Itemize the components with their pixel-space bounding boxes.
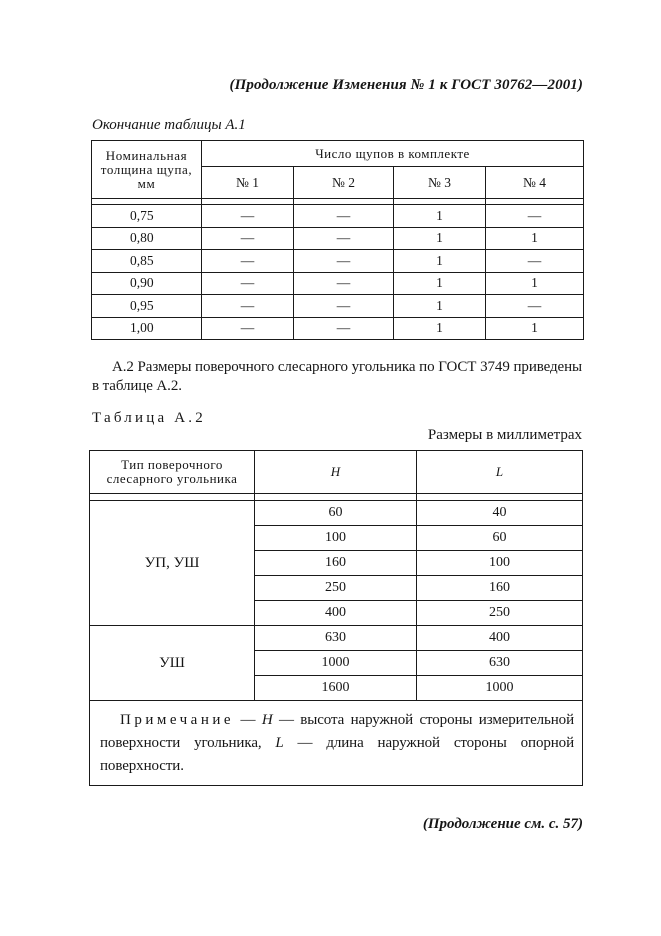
sub-header: № 1	[202, 167, 294, 199]
var-h: H	[261, 711, 273, 728]
col-header-type: Тип поверочного слесарного угольника	[90, 451, 255, 494]
table-note: Примечание — H — высота наружной стороны измерительной поверхности угольника, L — длина наружной стороны опорной поверхности.	[90, 701, 583, 786]
feeler-gauge-table	[91, 140, 584, 340]
table2-caption: Таблица А.2	[92, 410, 206, 426]
table1-caption: Окончание таблицы А.1	[92, 117, 246, 133]
page-footer: (Продолжение см. с. 57)	[422, 816, 583, 832]
table2-units: Размеры в миллиметрах	[427, 427, 582, 443]
table-row: 400 250	[90, 601, 583, 626]
table-row: 0,90 — — 1 1	[92, 272, 584, 295]
table-row: 1000 630	[90, 651, 583, 676]
table-row: 100 60	[90, 526, 583, 551]
sub-header: № 2	[294, 167, 394, 199]
table-row: 1600 1000	[90, 676, 583, 701]
var-l: L	[275, 734, 284, 751]
note-label: Примечание	[120, 711, 235, 728]
col-header-h: H	[255, 451, 417, 494]
sub-header: № 4	[486, 167, 584, 199]
page-header: (Продолжение Изменения № 1 к ГОСТ 30762—2001)	[229, 77, 583, 93]
type-cell: УШ	[90, 626, 255, 701]
type-cell: УП, УШ	[90, 501, 255, 626]
table-row: 160 100	[90, 551, 583, 576]
paragraph-a2: А.2 Размеры поверочного слесарного угольника по ГОСТ 3749 приведены в таблице А.2.	[92, 359, 582, 394]
col-group-header: Число щупов в комплекте	[202, 141, 584, 167]
sub-header: № 3	[394, 167, 486, 199]
table-row: УП, УШ 60 40	[90, 501, 583, 526]
table-row: 1,00 — — 1 1	[92, 317, 584, 340]
table-row: УШ 630 400	[90, 626, 583, 651]
table-row: 0,80 — — 1 1	[92, 227, 584, 250]
table-row: 0,95 — — 1 —	[92, 295, 584, 318]
table-row: 0,75 — — 1 —	[92, 205, 584, 228]
col-header-thickness: Номинальная толщина щупа, мм	[92, 141, 202, 199]
table-row: 0,85 — — 1 —	[92, 250, 584, 273]
col-header-l: L	[417, 451, 583, 494]
table-row: 250 160	[90, 576, 583, 601]
square-dimensions-table	[89, 450, 583, 786]
